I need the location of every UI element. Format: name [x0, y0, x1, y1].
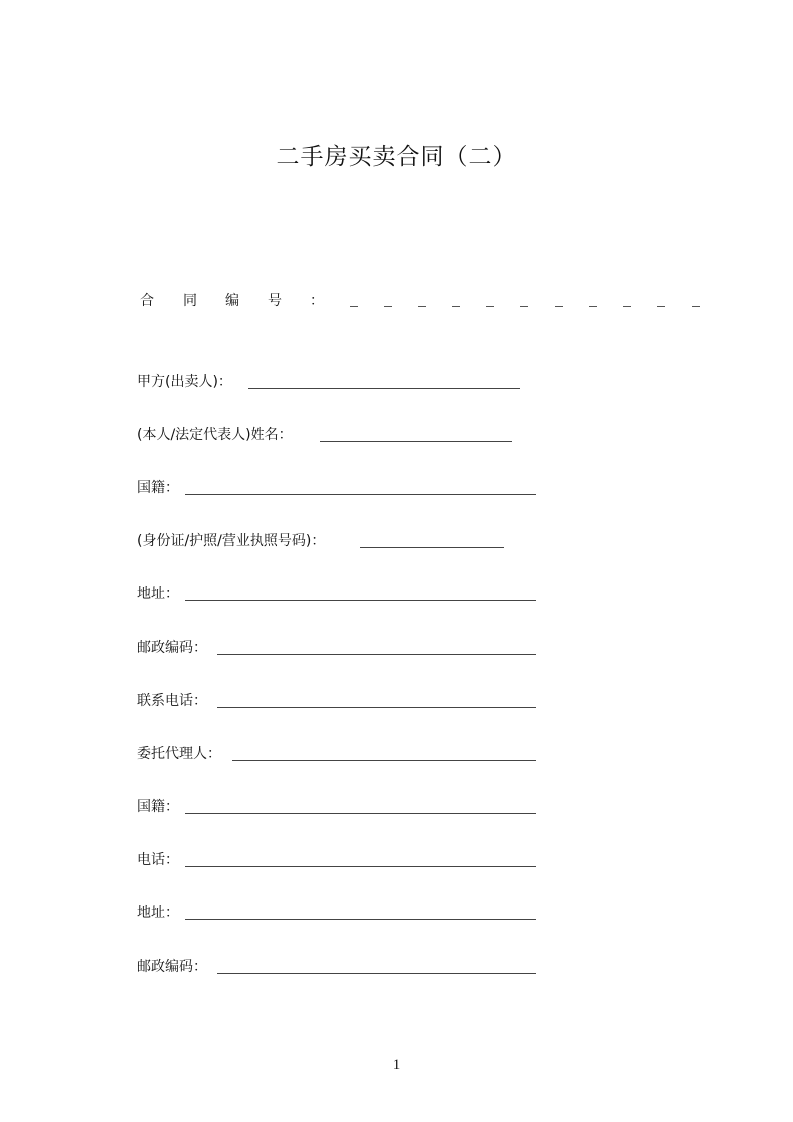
postal-code-blank[interactable]: [217, 654, 536, 655]
agent-blank[interactable]: [232, 760, 536, 761]
field-label: (本人/法定代表人)姓名：: [137, 427, 293, 443]
field-label: 甲方(出卖人)：: [137, 374, 232, 390]
id-number-blank[interactable]: [360, 547, 504, 548]
representative-name-blank[interactable]: [320, 441, 512, 442]
nationality-blank[interactable]: [185, 494, 536, 495]
contract-number-blank[interactable]: [692, 306, 700, 307]
phone-blank[interactable]: [217, 707, 536, 708]
page-title: 二手房买卖合同（二）: [276, 144, 517, 170]
contract-number-blank[interactable]: [657, 306, 665, 307]
contract-number-blank[interactable]: [520, 306, 528, 307]
contract-number-label-char: 合: [140, 293, 154, 309]
contract-number-blank[interactable]: [589, 306, 597, 307]
address-blank[interactable]: [185, 600, 536, 601]
contract-number-blank[interactable]: [418, 306, 426, 307]
field-label: 国籍：: [137, 799, 179, 815]
contract-number-blank[interactable]: [350, 306, 358, 307]
contract-number-label-char: 号: [268, 293, 282, 309]
field-label: (身份证/护照/营业执照号码)：: [137, 533, 326, 549]
agent-nationality-blank[interactable]: [185, 813, 536, 814]
contract-number-label-char: 编: [225, 293, 239, 309]
field-label: 地址：: [137, 905, 179, 921]
field-label: 邮政编码：: [137, 640, 207, 656]
field-label: 联系电话：: [137, 693, 207, 709]
contract-number-label-char: ：: [310, 293, 324, 309]
contract-number-label-char: 同: [183, 293, 197, 309]
contract-number-blank[interactable]: [384, 306, 392, 307]
contract-number-blank[interactable]: [452, 306, 460, 307]
agent-postal-code-blank[interactable]: [217, 973, 536, 974]
field-label: 电话：: [137, 852, 179, 868]
field-label: 国籍：: [137, 480, 179, 496]
contract-number-blank[interactable]: [623, 306, 631, 307]
contract-number-blank[interactable]: [486, 306, 494, 307]
agent-phone-blank[interactable]: [185, 866, 536, 867]
page-number: 1: [392, 1057, 401, 1073]
field-label: 邮政编码：: [137, 959, 207, 975]
field-label: 地址：: [137, 586, 179, 602]
seller-blank[interactable]: [248, 388, 520, 389]
field-label: 委托代理人：: [137, 746, 221, 762]
agent-address-blank[interactable]: [185, 919, 536, 920]
contract-number-blank[interactable]: [555, 306, 563, 307]
